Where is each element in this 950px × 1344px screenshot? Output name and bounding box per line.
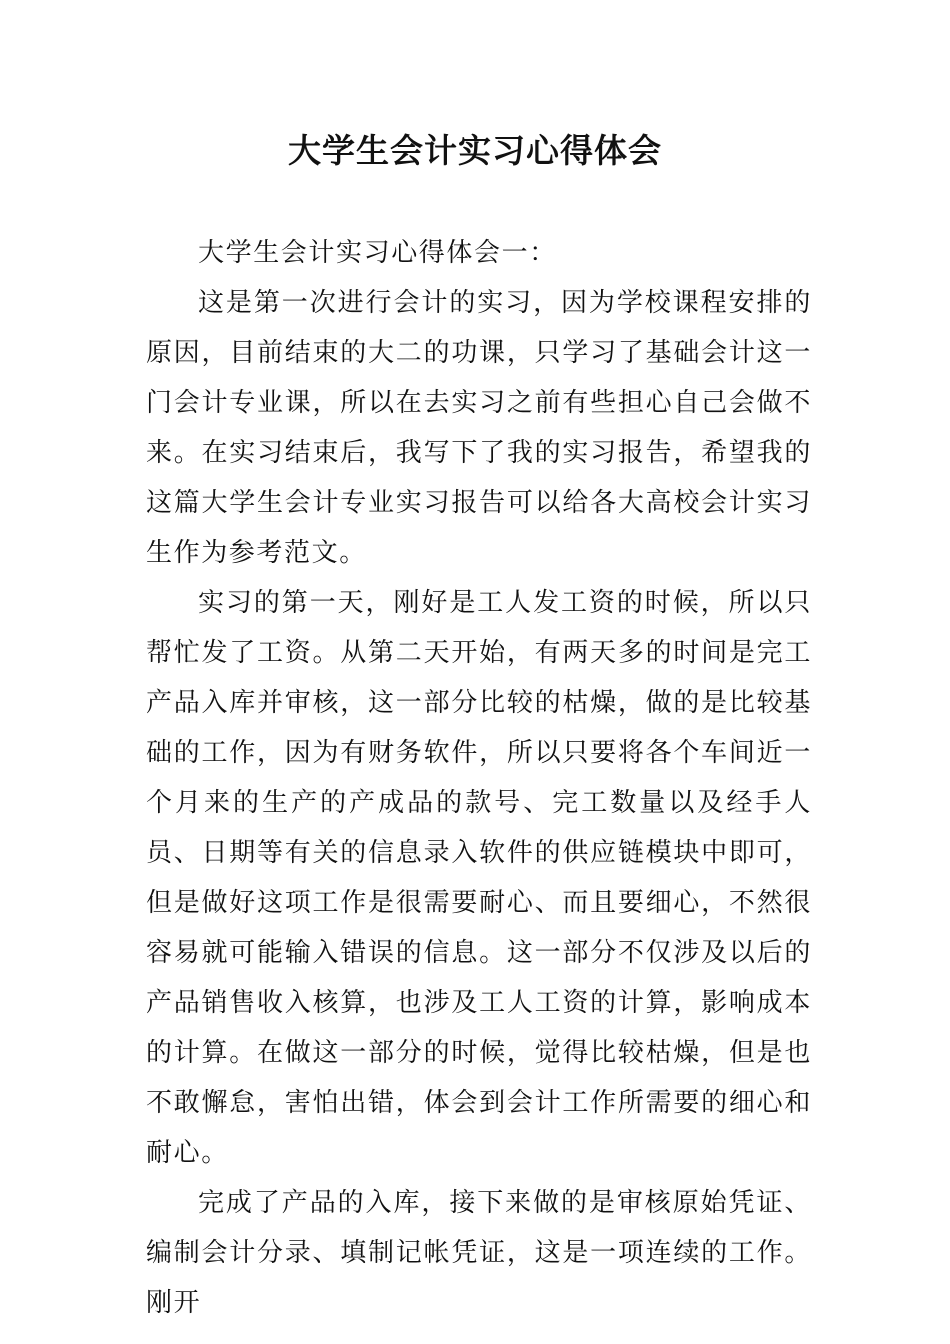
document-title: 大学生会计实习心得体会 [288,131,662,170]
paragraph: 这是第一次进行会计的实习，因为学校课程安排的原因，目前结束的大二的功课，只学习了基础会计这一门会计专业课，所以在去实习之前有些担心自己会做不来。在实习结束后，我写下了我的实习报告，希望我的这篇大学生会计专业实习报告可以给各大高校会计实习生作为参考范文。 [146,288,812,568]
paragraph: 大学生会计实习心得体会一： [198,238,557,268]
paragraph: 完成了产品的入库，接下来做的是审核原始凭证、编制会计分录、填制记帐凭证，这是一项连续的工作。刚开 [146,1188,812,1318]
paragraph: 实习的第一天，刚好是工人发工资的时候，所以只帮忙发了工资。从第二天开始，有两天多的时间是完工产品入库并审核，这一部分比较的枯燥，做的是比较基础的工作，因为有财务软件，所以只要将各个车间近一个月来的生产的产成品的款号、完工数量以及经手人员、日期等有关的信息录入软件的供应链模块中即可，但是做好这项工作是很需要耐心、而且要细心，不然很容易就可能输入错误的信息。这一部分不仅涉及以后的产品销售收入核算，也涉及工人工资的计算，影响成本的计算。在做这一部分的时候，觉得比较枯燥，但是也不敢懈怠，害怕出错，体会到会计工作所需要的细心和耐心。 [146,588,812,1168]
document-body [146,228,812,1328]
